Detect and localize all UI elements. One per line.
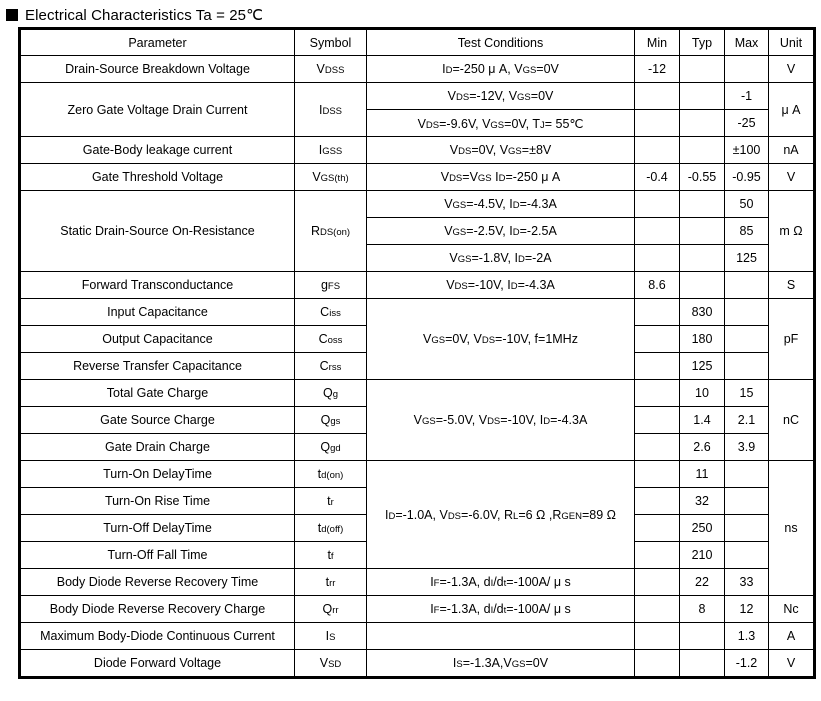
value-cell <box>725 272 769 299</box>
value-cell: 32 <box>680 488 725 515</box>
value-cell: 11 <box>680 461 725 488</box>
col-header-parameter: Parameter <box>20 29 295 56</box>
value-cell <box>680 110 725 137</box>
parameter-cell: Diode Forward Voltage <box>20 650 295 678</box>
subscript-text: DS <box>425 119 440 131</box>
value-cell <box>680 650 725 678</box>
value-cell <box>635 515 680 542</box>
test-conditions-cell: VDS=0V, VGS=±8V <box>367 137 635 164</box>
test-conditions-cell: VDS=-10V, ID=-4.3A <box>367 272 635 299</box>
value-cell: 180 <box>680 326 725 353</box>
subscript-text: gd <box>330 443 341 454</box>
section-title-text: Electrical Characteristics Ta = 25℃ <box>25 7 264 24</box>
value-cell <box>680 218 725 245</box>
value-cell: 2.1 <box>725 407 769 434</box>
subscript-text: FS <box>327 281 341 292</box>
section-marker-icon <box>6 9 18 21</box>
col-header-test-conditions: Test Conditions <box>367 29 635 56</box>
value-cell: 15 <box>725 380 769 407</box>
value-cell <box>635 596 680 623</box>
subscript-text: S <box>456 659 463 670</box>
subscript-text: GS <box>431 335 446 346</box>
test-conditions-cell: VGS=-1.8V, ID=-2A <box>367 245 635 272</box>
value-cell: 10 <box>680 380 725 407</box>
value-cell: -1 <box>725 83 769 110</box>
table-header <box>20 29 815 56</box>
parameter-cell: Input Capacitance <box>20 299 295 326</box>
col-header-min: Min <box>635 29 680 56</box>
value-cell: 250 <box>680 515 725 542</box>
value-cell: -0.95 <box>725 164 769 191</box>
subscript-text: g <box>332 389 339 400</box>
table-row <box>20 191 815 218</box>
subscript-text: D <box>445 65 453 76</box>
value-cell: 8.6 <box>635 272 680 299</box>
subscript-text: F <box>433 605 440 616</box>
subscript-text: gs <box>330 416 341 427</box>
subscript-text: DS <box>481 335 496 346</box>
unit-cell: V <box>769 164 815 191</box>
value-cell <box>635 407 680 434</box>
subscript-text: GS <box>508 146 522 157</box>
symbol-cell: Qrr <box>295 596 367 623</box>
value-cell <box>680 272 725 299</box>
subscript-text: rr <box>332 605 339 616</box>
value-cell: 1.3 <box>725 623 769 650</box>
subscript-text: rss <box>328 362 342 373</box>
subscript-text: I <box>490 578 494 589</box>
unit-cell: nA <box>769 137 815 164</box>
symbol-cell: gFS <box>295 272 367 299</box>
subscript-text: D <box>498 173 506 184</box>
header-row <box>20 29 815 56</box>
value-cell <box>680 623 725 650</box>
table-row <box>20 164 815 191</box>
subscript-text: DS <box>455 92 470 103</box>
test-conditions-cell: VDS=-12V, VGS=0V <box>367 83 635 110</box>
value-cell <box>725 461 769 488</box>
table-row <box>20 83 815 110</box>
value-cell: 210 <box>680 542 725 569</box>
value-cell: 85 <box>725 218 769 245</box>
subscript-text: r <box>330 497 334 508</box>
subscript-text: GSS <box>322 146 343 157</box>
value-cell <box>635 137 680 164</box>
subscript-text: GS <box>511 659 526 670</box>
subscript-text: D <box>543 416 551 427</box>
subscript-text: d(off) <box>321 524 344 535</box>
subscript-text: I <box>490 605 494 616</box>
subscript-text: D <box>388 510 396 522</box>
value-cell: 2.6 <box>680 434 725 461</box>
symbol-cell: Qgs <box>295 407 367 434</box>
unit-cell: nC <box>769 380 815 461</box>
value-cell: 1.4 <box>680 407 725 434</box>
subscript-text: F <box>433 578 440 589</box>
subscript-text: DS <box>487 416 501 427</box>
value-cell: 50 <box>725 191 769 218</box>
section-title <box>6 6 821 24</box>
subscript-text: DS <box>449 173 463 184</box>
symbol-cell: VDSS <box>295 56 367 83</box>
parameter-cell: Gate Drain Charge <box>20 434 295 461</box>
subscript-text: GEN <box>561 510 582 522</box>
subscript-text: DSS <box>324 65 345 76</box>
value-cell <box>635 353 680 380</box>
subscript-text: GS <box>490 119 505 131</box>
value-cell <box>725 542 769 569</box>
test-conditions-cell: IF=-1.3A, dI/dt=-100A/ μ s <box>367 596 635 623</box>
test-conditions-cell: IS=-1.3A,VGS=0V <box>367 650 635 678</box>
value-cell <box>635 488 680 515</box>
value-cell: ±100 <box>725 137 769 164</box>
parameter-cell: Reverse Transfer Capacitance <box>20 353 295 380</box>
subscript-text: J <box>539 119 545 131</box>
subscript-text: GS <box>457 254 472 265</box>
symbol-cell: tf <box>295 542 367 569</box>
value-cell: 125 <box>680 353 725 380</box>
value-cell: 125 <box>725 245 769 272</box>
value-cell: -1.2 <box>725 650 769 678</box>
value-cell: -25 <box>725 110 769 137</box>
value-cell <box>635 326 680 353</box>
value-cell <box>635 569 680 596</box>
subscript-text: t <box>503 578 507 589</box>
test-conditions-cell: VGS=0V, VDS=-10V, f=1MHz <box>367 299 635 380</box>
parameter-cell: Body Diode Reverse Recovery Charge <box>20 596 295 623</box>
value-cell <box>725 299 769 326</box>
symbol-cell: IS <box>295 623 367 650</box>
table-row <box>20 56 815 83</box>
parameter-cell: Gate-Body leakage current <box>20 137 295 164</box>
subscript-text: GS <box>452 200 467 211</box>
parameter-cell: Static Drain-Source On-Resistance <box>20 191 295 272</box>
unit-cell: V <box>769 56 815 83</box>
value-cell <box>680 137 725 164</box>
subscript-text: GS <box>522 65 537 76</box>
value-cell <box>635 191 680 218</box>
parameter-cell: Drain-Source Breakdown Voltage <box>20 56 295 83</box>
parameter-cell: Forward Transconductance <box>20 272 295 299</box>
symbol-cell: VGS(th) <box>295 164 367 191</box>
test-conditions-cell: VDS=-9.6V, VGS=0V, TJ= 55℃ <box>367 110 635 137</box>
parameter-cell: Output Capacitance <box>20 326 295 353</box>
symbol-cell: td(off) <box>295 515 367 542</box>
table-body <box>20 56 815 678</box>
subscript-text: oss <box>327 335 343 346</box>
value-cell <box>680 245 725 272</box>
unit-cell: Nc <box>769 596 815 623</box>
parameter-cell: Turn-Off Fall Time <box>20 542 295 569</box>
value-cell <box>635 110 680 137</box>
value-cell <box>725 56 769 83</box>
value-cell <box>680 191 725 218</box>
table-row <box>20 272 815 299</box>
table-row <box>20 596 815 623</box>
parameter-cell: Body Diode Reverse Recovery Time <box>20 569 295 596</box>
value-cell <box>635 461 680 488</box>
value-cell <box>725 488 769 515</box>
test-conditions-cell: VGS=-5.0V, VDS=-10V, ID=-4.3A <box>367 380 635 461</box>
value-cell <box>725 353 769 380</box>
value-cell <box>635 218 680 245</box>
value-cell: 3.9 <box>725 434 769 461</box>
parameter-cell: Total Gate Charge <box>20 380 295 407</box>
table-row <box>20 299 815 326</box>
subscript-text: f <box>330 551 334 562</box>
subscript-text: D <box>512 227 520 238</box>
unit-cell: V <box>769 650 815 678</box>
test-conditions-cell: VGS=-4.5V, ID=-4.3A <box>367 191 635 218</box>
subscript-text: S <box>329 632 336 643</box>
parameter-cell: Zero Gate Voltage Drain Current <box>20 83 295 137</box>
subscript-text: iss <box>329 308 341 319</box>
subscript-text: t <box>503 605 507 616</box>
col-header-unit: Unit <box>769 29 815 56</box>
value-cell <box>635 542 680 569</box>
subscript-text: rr <box>329 578 336 589</box>
subscript-text: SD <box>328 659 342 670</box>
symbol-cell: IDSS <box>295 83 367 137</box>
subscript-text: GS <box>452 227 467 238</box>
value-cell <box>635 245 680 272</box>
subscript-text: D <box>510 281 518 292</box>
value-cell: -0.55 <box>680 164 725 191</box>
test-conditions-cell <box>367 623 635 650</box>
subscript-text: DS <box>454 281 468 292</box>
unit-cell: A <box>769 623 815 650</box>
electrical-characteristics-table <box>18 27 816 679</box>
value-cell: 33 <box>725 569 769 596</box>
parameter-cell: Gate Source Charge <box>20 407 295 434</box>
table-row <box>20 623 815 650</box>
value-cell <box>635 650 680 678</box>
symbol-cell: Qgd <box>295 434 367 461</box>
subscript-text: GS(th) <box>320 173 349 184</box>
symbol-cell: trr <box>295 569 367 596</box>
value-cell: -0.4 <box>635 164 680 191</box>
subscript-text: GS <box>517 92 531 103</box>
symbol-cell: tr <box>295 488 367 515</box>
value-cell <box>635 299 680 326</box>
table-row <box>20 461 815 488</box>
table-row <box>20 650 815 678</box>
value-cell <box>680 56 725 83</box>
value-cell <box>725 515 769 542</box>
subscript-text: L <box>513 510 519 522</box>
value-cell <box>680 83 725 110</box>
parameter-cell: Maximum Body-Diode Continuous Current <box>20 623 295 650</box>
subscript-text: GS <box>477 173 492 184</box>
symbol-cell: Ciss <box>295 299 367 326</box>
table-row <box>20 569 815 596</box>
subscript-text: DS <box>458 146 472 157</box>
parameter-cell: Turn-On Rise Time <box>20 488 295 515</box>
value-cell: 8 <box>680 596 725 623</box>
subscript-text: GS <box>422 416 436 427</box>
symbol-cell: VSD <box>295 650 367 678</box>
subscript-text: DSS <box>322 105 343 117</box>
value-cell: 12 <box>725 596 769 623</box>
table-row <box>20 380 815 407</box>
value-cell <box>635 623 680 650</box>
table-row <box>20 137 815 164</box>
value-cell: -12 <box>635 56 680 83</box>
value-cell <box>635 380 680 407</box>
col-header-max: Max <box>725 29 769 56</box>
test-conditions-cell: ID=-1.0A, VDS=-6.0V, RL=6 Ω ,RGEN=89 Ω <box>367 461 635 569</box>
test-conditions-cell: VDS=VGS ID=-250 μ A <box>367 164 635 191</box>
subscript-text: D <box>517 254 525 265</box>
value-cell <box>635 434 680 461</box>
symbol-cell: td(on) <box>295 461 367 488</box>
unit-cell: m Ω <box>769 191 815 272</box>
unit-cell: pF <box>769 299 815 380</box>
value-cell <box>725 326 769 353</box>
symbol-cell: RDS(on) <box>295 191 367 272</box>
subscript-text: DS(on) <box>319 227 351 238</box>
subscript-text: d(on) <box>321 470 344 481</box>
value-cell <box>635 83 680 110</box>
test-conditions-cell: ID=-250 μ A, VGS=0V <box>367 56 635 83</box>
unit-cell: S <box>769 272 815 299</box>
parameter-cell: Gate Threshold Voltage <box>20 164 295 191</box>
value-cell: 22 <box>680 569 725 596</box>
symbol-cell: Crss <box>295 353 367 380</box>
test-conditions-cell: VGS=-2.5V, ID=-2.5A <box>367 218 635 245</box>
symbol-cell: Qg <box>295 380 367 407</box>
value-cell: 830 <box>680 299 725 326</box>
unit-cell: μ A <box>769 83 815 137</box>
col-header-typ: Typ <box>680 29 725 56</box>
unit-cell: ns <box>769 461 815 596</box>
symbol-cell: Coss <box>295 326 367 353</box>
subscript-text: DS <box>447 510 462 522</box>
parameter-cell: Turn-On DelayTime <box>20 461 295 488</box>
col-header-symbol: Symbol <box>295 29 367 56</box>
test-conditions-cell: IF=-1.3A, dI/dt=-100A/ μ s <box>367 569 635 596</box>
symbol-cell: IGSS <box>295 137 367 164</box>
subscript-text: D <box>512 200 520 211</box>
parameter-cell: Turn-Off DelayTime <box>20 515 295 542</box>
